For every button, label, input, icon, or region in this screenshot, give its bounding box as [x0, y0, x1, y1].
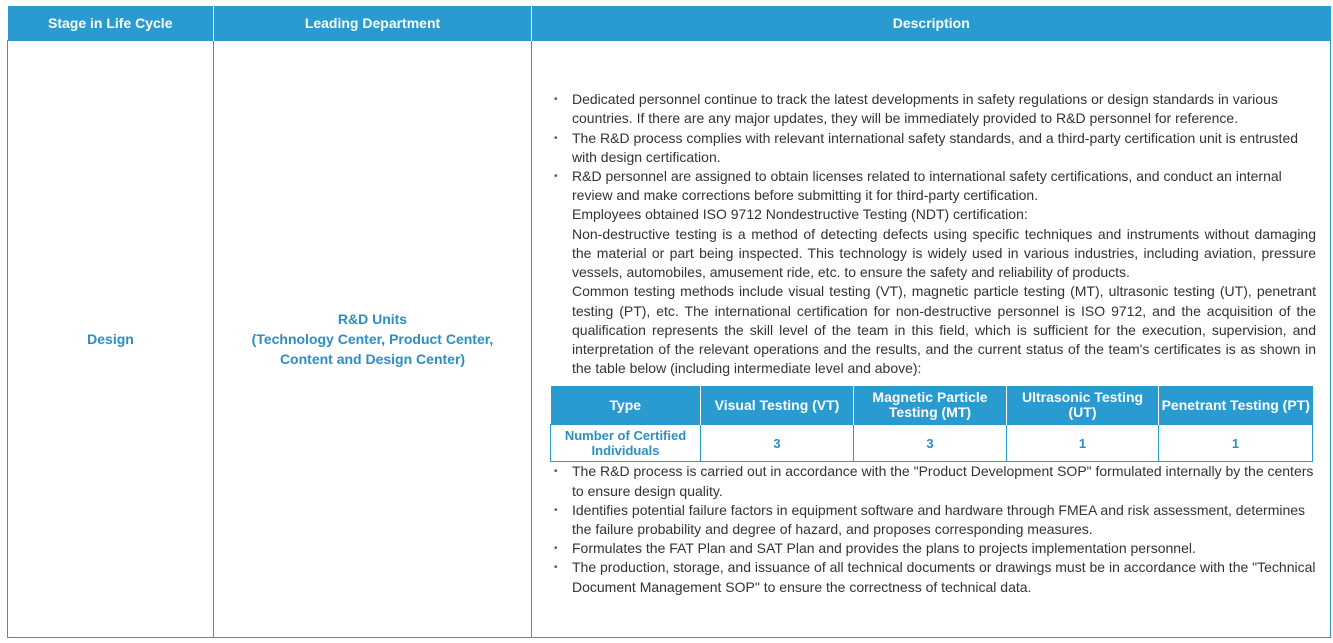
- bullet-list-after: [550, 462, 1316, 596]
- cert-header-ut: Ultrasonic Testing (UT): [1007, 386, 1159, 425]
- cert-row-label: Number of Certified Individuals: [551, 425, 701, 462]
- cert-count-row: [551, 425, 1313, 462]
- department-detail-line2: Content and Design Center): [279, 351, 466, 367]
- cert-count-pt: 1: [1159, 425, 1313, 462]
- cert-header-pt: Penetrant Testing (PT): [1159, 386, 1313, 425]
- ndt-description-paragraph: Non-destructive testing is a method of detecting defects using specific techniques and instruments without damaging the material or part being inspected. This technology is widely used in various industries, including aviation, pressure vessels, automobiles, amusement ride, etc. to ensure the safety and reliability of products.: [572, 225, 1316, 281]
- stage-cell: Design: [8, 41, 214, 638]
- certification-table: [550, 386, 1313, 462]
- cert-header-row: [551, 386, 1313, 425]
- life-cycle-table: [7, 6, 1331, 638]
- table-header-row: [8, 6, 1331, 41]
- cert-header-type: Type: [551, 386, 701, 425]
- list-item: • The production, storage, and issuance of all technical documents or drawings must be in accordance with the "Technical Document Management SOP" to ensure the correctness of technical data.: [550, 558, 1316, 596]
- list-item: • Dedicated personnel continue to track the latest developments in safety regulations or design standards in various countries. If there are any major updates, they will be immediately provided to R&D personnel for reference.: [550, 90, 1316, 128]
- list-item: • Formulates the FAT Plan and SAT Plan and provides the plans to projects implementation personnel.: [550, 539, 1316, 558]
- cert-header-mt: Magnetic Particle Testing (MT): [854, 386, 1007, 425]
- department-detail-line1: (Technology Center, Product Center,: [251, 331, 494, 347]
- testing-methods-paragraph: Common testing methods include visual testing (VT), magnetic particle testing (MT), ultrasonic testing (UT), penetrant testing (PT), etc. The international certification for non-destructive personnel is ISO 9712, and the acquisition of the qualification represents the skill level of the team in this field, which is sufficient for the execution, supervision, and interpretation of the relevant operations and the results, and the current status of the team's certificates is as shown in the table below (including intermediate level and above):: [572, 283, 1316, 377]
- list-item: • The R&D process is carried out in accordance with the "Product Development SOP" formulated internally by the centers to ensure design quality.: [550, 462, 1316, 500]
- description-cell: [532, 41, 1331, 638]
- list-item: • R&D personnel are assigned to obtain licenses related to international safety certifications, and conduct an internal review and make corrections before submitting it for third-party certification.: [550, 167, 1316, 205]
- header-description: Description: [532, 6, 1331, 41]
- cert-header-vt: Visual Testing (VT): [701, 386, 854, 425]
- bullet-list-before: [550, 90, 1316, 205]
- ndt-certification-heading: Employees obtained ISO 9712 Nondestructive Testing (NDT) certification:: [572, 206, 1028, 223]
- list-item: • The R&D process complies with relevant international safety standards, and a third-party certification unit is entrusted with design certification.: [550, 129, 1316, 167]
- cert-count-vt: 3: [701, 425, 854, 462]
- department-name: R&D Units: [337, 311, 408, 327]
- list-item: • Identifies potential failure factors in equipment software and hardware through FMEA and risk assessment, determines the failure probability and degree of hazard, and proposes corresponding measures.: [550, 501, 1316, 539]
- cert-count-mt: 3: [854, 425, 1007, 462]
- header-stage: Stage in Life Cycle: [8, 6, 214, 41]
- table-row: [8, 41, 1331, 638]
- header-department: Leading Department: [214, 6, 532, 41]
- department-cell: [214, 41, 532, 638]
- cert-count-ut: 1: [1007, 425, 1159, 462]
